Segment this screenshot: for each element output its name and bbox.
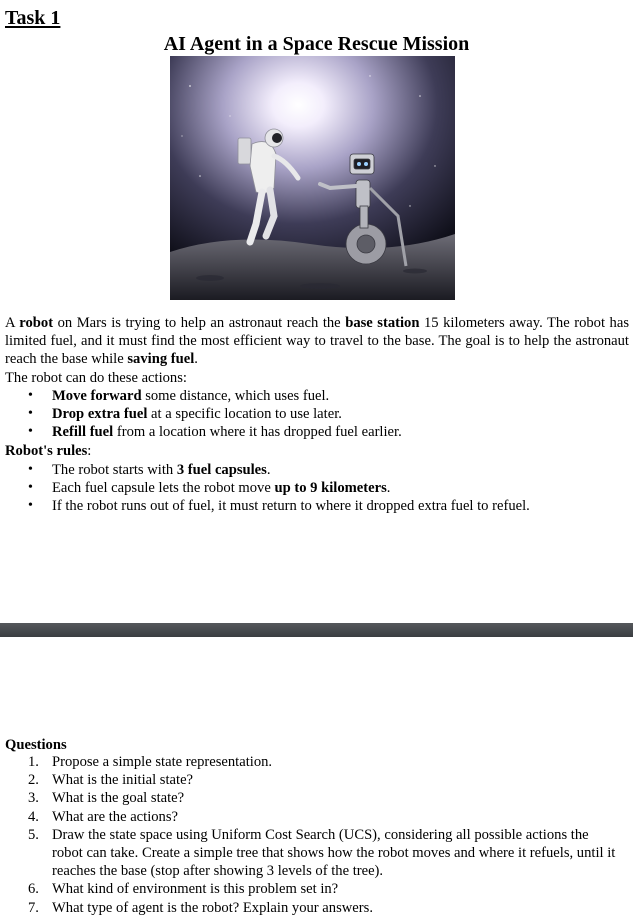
rules-heading: Robot's rules: (5, 443, 92, 459)
list-item: • Each fuel capsule lets the robot move up to 9 kilometers. (0, 479, 530, 497)
task-heading: Task 1 (5, 7, 61, 29)
list-item: • If the robot runs out of fuel, it must return to where it dropped extra fuel to refuel. (0, 497, 530, 515)
page-divider (0, 623, 633, 637)
actions-intro: The robot can do these actions: (5, 370, 187, 386)
questions-heading: Questions (5, 737, 67, 753)
list-item: 4. What are the actions? (28, 808, 179, 825)
questions-list (0, 753, 633, 917)
astronaut-robot-illustration (170, 56, 455, 300)
list-item: 5. Draw the state space using Uniform Cost Search (UCS), considering all possible actions the robot can take. Create a simple tree that shows how the robot moves and where it refuels, until it reaches the base (stop after showing 3 levels of the tree). (28, 826, 616, 880)
list-item: 3. What is the goal state? (28, 790, 185, 807)
list-item: • Refill fuel from a location where it has dropped fuel earlier. (0, 423, 402, 441)
list-item: • Drop extra fuel at a specific location to use later. (0, 405, 402, 423)
list-item: 6. What kind of environment is this problem set in? (28, 881, 339, 898)
list-item: 7. What type of agent is the robot? Explain your answers. (28, 899, 373, 916)
page-title: AI Agent in a Space Rescue Mission (163, 33, 470, 55)
list-item: 2. What is the initial state? (28, 772, 194, 789)
rules-list (0, 461, 530, 516)
actions-list (0, 387, 402, 442)
list-item: 1. Propose a simple state representation. (28, 754, 273, 770)
list-item: • Move forward some distance, which uses fuel. (0, 387, 402, 405)
intro-paragraph: A robot on Mars is trying to help an astronaut reach the base station 15 kilometers away. The robot has limited fuel, and it must find the most efficient way to travel to the base. The goal is to help the astronaut reach the base while saving fuel. (5, 315, 629, 368)
list-item: • The robot starts with 3 fuel capsules. (0, 461, 530, 479)
